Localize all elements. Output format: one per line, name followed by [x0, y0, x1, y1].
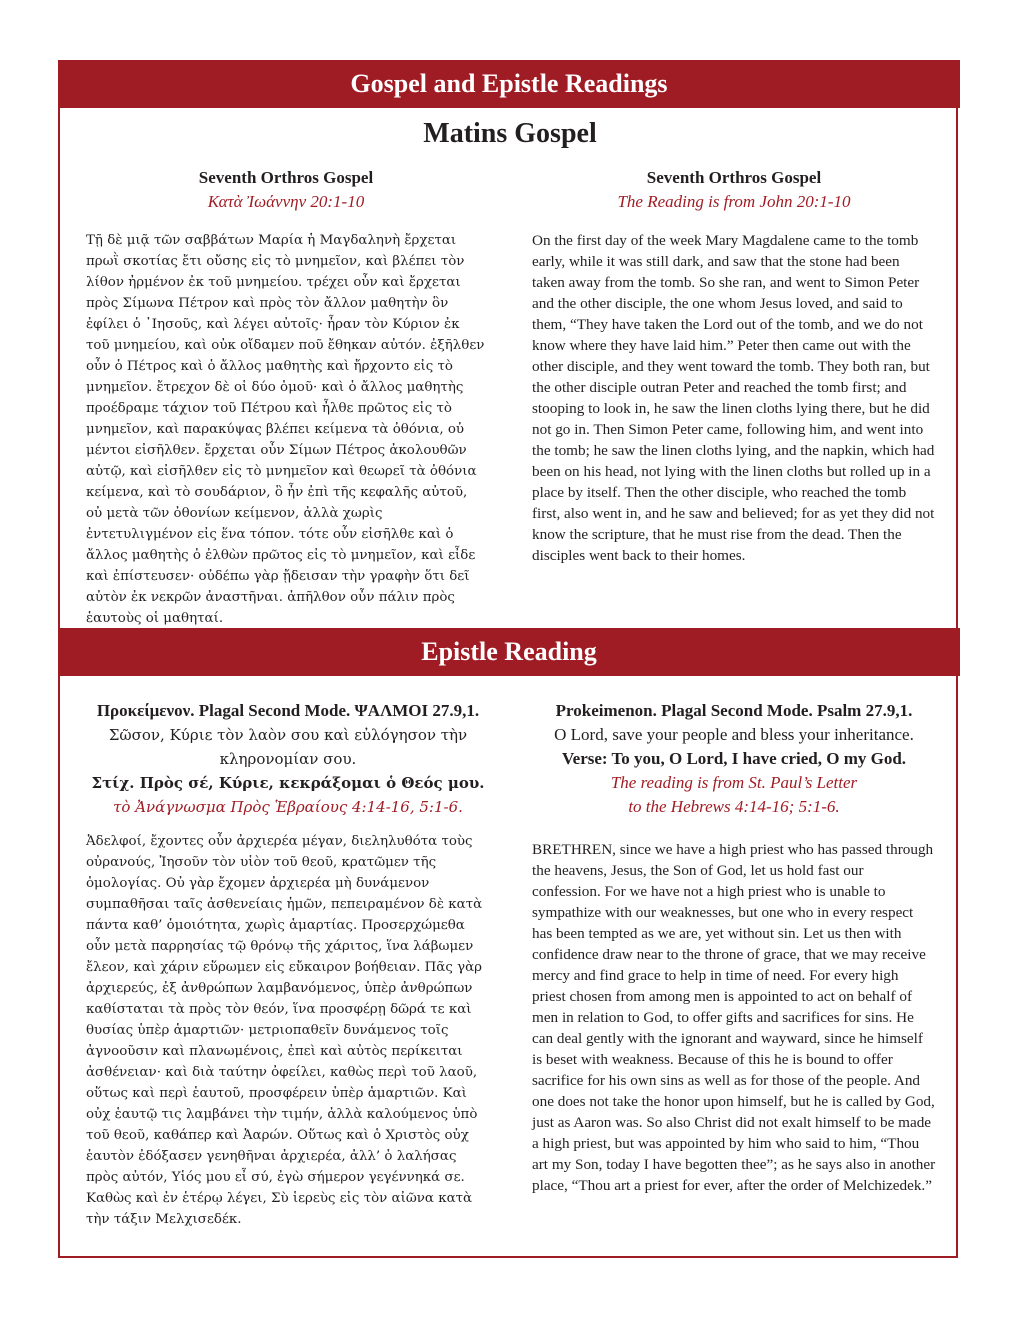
epistle-english-text: BRETHREN, since we have a high priest who has passed through the heavens, Jesus, the Son of God, let us hold fast our confession. For we have not a high priest who is unable to sympathize with our weaknesses, but one who in every respect has been tempted as we are, yet without sin. Let us then with confidence draw near to the throne of grace, that we may receive mercy and find grace to help in time of need. For every high priest chosen from among men is appointed to act on behalf of men in relation to God, to offer gifts and sacrifices for sins. He can deal gently with the ignorant and wayward, since he himself is beset with weakness. Because of this he is bound to offer sacrifice for his own sins as well as for those of the people. And one does not take the honor upon himself, but he is called by God, just as Aaron was. So also Christ did not exalt himself to be made a high priest, but was appointed by him who said to him, “Thou art my Son, today I have begotten thee”; as he says also in another place, “Thou art a priest for ever, after the order of Melchizedek.”	[532, 841, 936, 1194]
epistle-english-reference-line1: The reading is from St. Paul’s Letter	[610, 773, 858, 792]
matins-english-header	[532, 166, 936, 214]
epistle-english-verse1: O Lord, save your people and bless your inheritance.	[554, 725, 914, 744]
epistle-greek-column	[86, 699, 490, 1230]
epistle-greek-text: Ἀδελφοί, ἔχοντες οὖν ἀρχιερέα μέγαν, διεληλυθότα τοὺς οὐρανούς, Ἰησοῦν τὸν υἱὸν τοῦ θεοῦ, κρατῶμεν τῆς ὁμολογίας. Οὐ γὰρ ἔχομεν ἀρχιερέα μὴ δυνάμενον συμπαθῆσαι ταῖς ἀσθενείαις ἡμῶν, πεπειραμένον δὲ κατὰ πάντα καθ’ ὁμοιότητα, χωρὶς ἁμαρτίας. Προσερχώμεθα οὖν μετὰ παρρησίας τῷ θρόνῳ τῆς χάριτος, ἵνα λάβωμεν ἔλεον, καὶ χάριν εὕρωμεν εἰς εὔκαιρον βοήθειαν. Πᾶς γὰρ ἀρχιερεύς, ἐξ ἀνθρώπων λαμβανόμενος, ὑπὲρ ἀνθρώπων καθίσταται τὰ πρὸς τὸν θεόν, ἵνα προσφέρῃ δῶρά τε καὶ θυσίας ὑπὲρ ἁμαρτιῶν· μετριοπαθεῖν δυνάμενος τοῖς ἀγνοοῦσιν καὶ πλανωμένοις, ἐπεὶ καὶ αὐτὸς περίκειται ἀσθένειαν· καὶ διὰ ταύτην ὀφείλει, καθὼς περὶ τοῦ λαοῦ, οὕτως καὶ περὶ ἑαυτοῦ, προσφέρειν ὑπὲρ ἁμαρτιῶν. Καὶ οὐχ ἑαυτῷ τις λαμβάνει τὴν τιμήν, ἀλλὰ καλούμενος ὑπὸ τοῦ θεοῦ, καθάπερ καὶ Ἀαρών. Οὕτως καὶ ὁ Χριστὸς οὐχ ἑαυτὸν ἐδόξασεν γενηθῆναι ἀρχιερέα, ἀλλ’ ὁ λαλήσας πρὸς αὐτόν, Υἱός μου εἶ σύ, ἐγὼ σήμερον γεγέννηκά σε. Καθὼς καὶ ἐν ἑτέρῳ λέγει, Σὺ ἱερεὺς εἰς τὸν αἰῶνα κατὰ τὴν τάξιν Μελχισεδέκ.	[86, 834, 483, 1227]
matins-english-heading: Seventh Orthros Gospel	[646, 168, 822, 187]
epistle-english-verse: Verse: To you, O Lord, I have cried, O my God.	[561, 749, 907, 768]
banner-epistle-reading: Epistle Reading	[58, 628, 960, 676]
matins-gospel-title: Matins Gospel	[423, 118, 597, 149]
matins-greek-text: Τῇ δὲ μιᾷ τῶν σαββάτων Μαρία ἡ Μαγδαληνὴ ἔρχεται πρωῒ σκοτίας ἔτι οὔσης εἰς τὸ μνημεῖον, καὶ βλέπει τὸν λίθον ἠρμένον ἐκ τοῦ μνημείου. τρέχει οὖν καὶ ἔρχεται πρὸς Σίμωνα Πέτρον καὶ πρὸς τὸν ἄλλον μαθητὴν ὃν ἐφίλει ὁ ᾿Ιησοῦς, καὶ λέγει αὐτοῖς· ἦραν τὸν Κύριον ἐκ τοῦ μνημείου, καὶ οὐκ οἴδαμεν ποῦ ἔθηκαν αὐτόν. ἐξῆλθεν οὖν ὁ Πέτρος καὶ ὁ ἄλλος μαθητὴς καὶ ἤρχοντο εἰς τὸ μνημεῖον. ἔτρεχον δὲ οἱ δύο ὁμοῦ· καὶ ὁ ἄλλος μαθητὴς προέδραμε τάχιον τοῦ Πέτρου καὶ ἦλθε πρῶτος εἰς τὸ μνημεῖον, καὶ παρακύψας βλέπει κείμενα τὰ ὀθόνια, οὐ μέντοι εἰσῆλθεν. ἔρχεται οὖν Σίμων Πέτρος ἀκολουθῶν αὐτῷ, καὶ εἰσῆλθεν εἰς τὸ μνημεῖον καὶ θεωρεῖ τὰ ὀθόνια κείμενα, καὶ τὸ σουδάριον, ὃ ἦν ἐπὶ τῆς κεφαλῆς αὐτοῦ, οὐ μετὰ τῶν ὀθονίων κείμενον, ἀλλὰ χωρὶς ἐντετυλιγμένον εἰς ἕνα τόπον. τότε οὖν εἰσῆλθε καὶ ὁ ἄλλος μαθητὴς ὁ ἐλθὼν πρῶτος εἰς τὸ μνημεῖον, καὶ εἶδε καὶ ἐπίστευσεν· οὐδέπω γὰρ ᾔδεισαν τὴν γραφὴν ὅτι δεῖ αὐτὸν ἐκ νεκρῶν ἀναστῆναι. ἀπῆλθον οὖν πάλιν πρὸς ἑαυτοὺς οἱ μαθηταί.	[86, 233, 485, 626]
matins-greek-reference: Κατὰ Ἰωάννην 20:1-10	[207, 192, 365, 211]
epistle-greek-stich: Στίχ. Πρὸς σέ, Κύριε, κεκράξομαι ὁ Θεός μου.	[91, 774, 485, 792]
banner-gospel-epistle: Gospel and Epistle Readings	[58, 60, 960, 108]
matins-greek-header	[86, 166, 486, 214]
epistle-english-prokeimenon: Prokeimenon. Plagal Second Mode. Psalm 27.9,1.	[555, 701, 913, 720]
matins-english-reference: The Reading is from John 20:1-10	[617, 192, 851, 211]
epistle-english-reference-line2: to the Hebrews 4:14-16; 5:1-6.	[628, 797, 840, 816]
matins-english-column	[532, 166, 936, 566]
epistle-greek-prokeimenon: Προκείμενον. Plagal Second Mode. ΨΑΛΜΟΙ 27.9,1.	[96, 701, 480, 720]
epistle-greek-reference: τὸ Ἀνάγνωσμα Πρὸς Ἑβραίους 4:14-16, 5:1-6.	[113, 798, 463, 816]
epistle-english-column	[532, 699, 936, 1196]
matins-greek-heading: Seventh Orthros Gospel	[198, 168, 374, 187]
matins-greek-column	[86, 166, 486, 629]
epistle-english-header	[532, 699, 936, 819]
epistle-greek-header	[86, 699, 490, 819]
matins-english-text: On the first day of the week Mary Magdalene came to the tomb early, while it was still dark, and saw that the stone had been taken away from the tomb. So she ran, and went to Simon Peter and the other disciple, the one whom Jesus loved, and said to them, “They have taken the Lord out of the tomb, and we do not know where they have laid him.” Peter then came out with the other disciple, and they went toward the tomb. They both ran, but the other disciple outran Peter and reached the tomb first; and stooping to look in, he saw the linen cloths lying there, but he did not go in. Then Simon Peter came, following him, and went into the tomb; he saw the linen cloths lying, and the napkin, which had been on his head, not lying with the linen cloths but rolled up in a place by itself. Then the other disciple, who reached the tomb first, also went in, and he saw and believed; for as yet they did not know the scripture, that he must rise from the dead. Then the disciples went back to their homes.	[532, 232, 935, 564]
epistle-greek-verse1: Σῶσον, Κύριε τὸν λαὸν σου καὶ εὐλόγησον τὴν κληρονομίαν σου.	[108, 726, 468, 768]
